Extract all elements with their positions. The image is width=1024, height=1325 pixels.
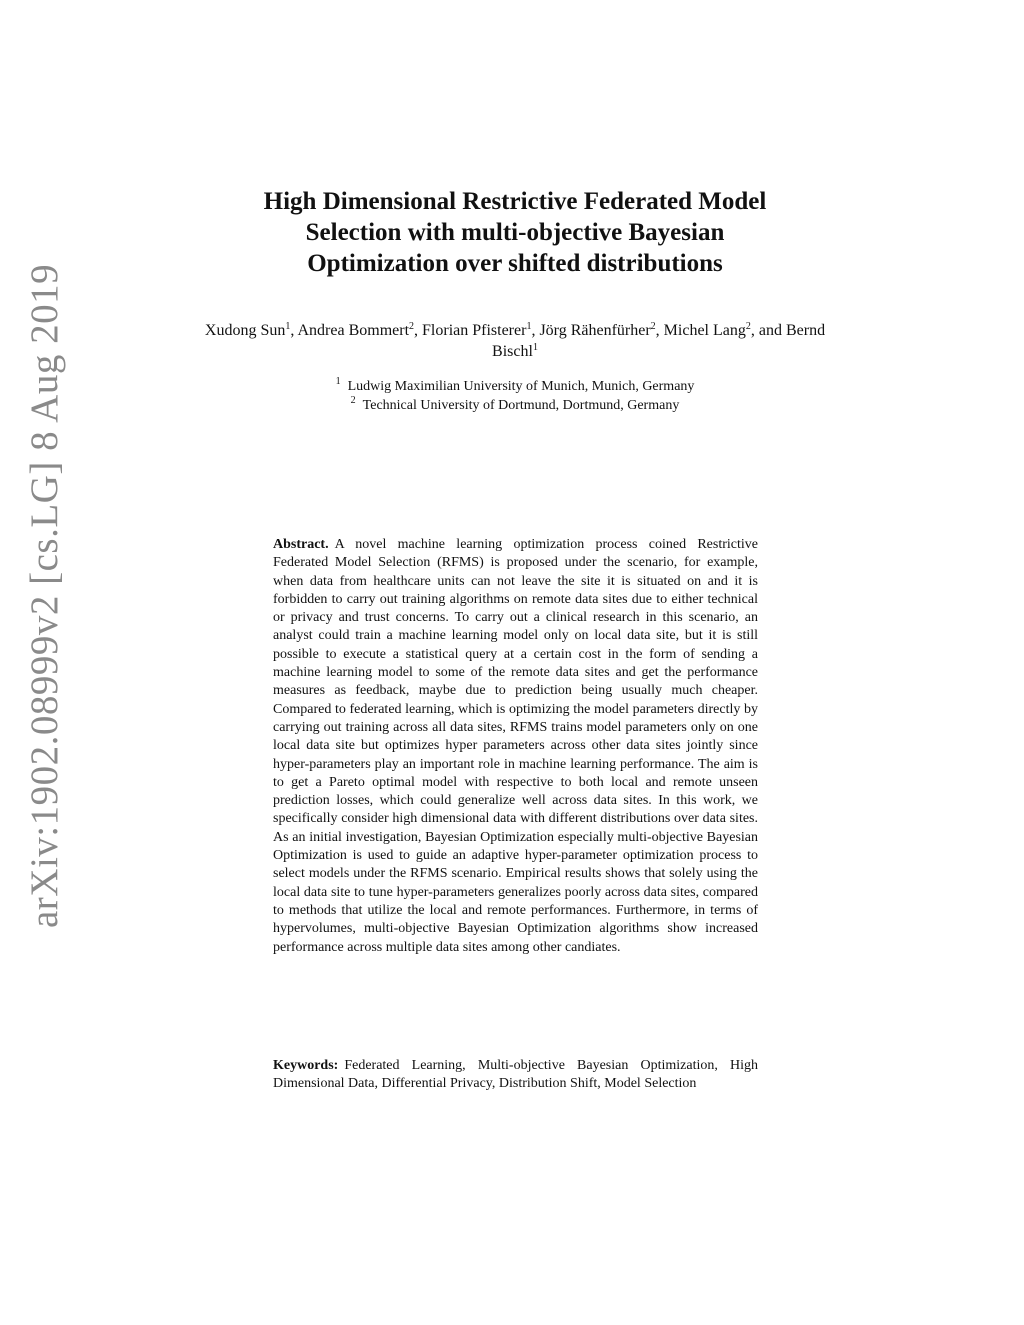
author-separator: ,: [414, 322, 423, 339]
author-name: Bernd Bischl: [492, 322, 826, 360]
affiliation-marker: 2: [350, 395, 356, 406]
author-affil-marker: 2: [745, 321, 751, 332]
author-name: Andrea Bommert: [297, 322, 410, 339]
author-name: Florian Pfisterer: [422, 322, 527, 339]
title-line: Optimization over shifted distributions: [307, 250, 723, 277]
author-separator: , and: [750, 322, 786, 339]
author-affil-marker: 2: [409, 321, 415, 332]
abstract-text: A novel machine learning optimization process coined Restrictive Federated Model Selection (RFMS) is proposed under the scenario, for example, when data from healthcare units can not leave the site it is situated on and it is forbidden to carry out training algorithms on remote data sites due to either technical or privacy and trust concerns. To carry out a clinical research in this scenario, an analyst could train a machine learning model only on local data site, but it is still possible to execute a statistical query at a certain cost in the form of sending a machine learning model to some of the remote data sites and get the performance measures as feedback, maybe due to prediction being usually much cheaper. Compared to federated learning, which is optimizing the model parameters directly by carrying out training across all data sites, RFMS trains model parameters only on one local data site but optimizes hyper parameters across other data sites jointly since hyper-parameters play an important role in machine learning performance. The aim is to get a Pareto optimal model with respective to both local and remote unseen prediction losses, which could generalize well across data sites. In this work, we specifically consider high dimensional data with different distributions over data sites. As an initial investigation, Bayesian Optimization especially multi-objective Bayesian Optimization is used to guide an adaptive hyper-parameter optimization process to select models under the RFMS scenario. Empirical results shows that solely using the local data site to tune hyper-parameters generalizes poorly across data sites, compared to methods that utilize the local and remote performances. Furthermore, in terms of hypervolumes, multi-objective Bayesian Optimization algorithms show increased performance across multiple data sites among other candiates.: [273, 537, 758, 955]
author-separator: ,: [531, 322, 540, 339]
abstract-label: Abstract.: [273, 537, 329, 552]
author-separator: ,: [655, 322, 664, 339]
author-separator: ,: [290, 322, 298, 339]
affiliation-marker: 1: [335, 376, 341, 387]
author-affil-marker: 2: [650, 321, 656, 332]
title-line: High Dimensional Restrictive Federated Model: [263, 188, 767, 215]
affiliation: [200, 377, 830, 396]
keywords-label: Keywords:: [273, 1058, 339, 1073]
affiliation-text: Technical University of Dortmund, Dortmund, Germany: [362, 398, 680, 413]
author-affil-marker: 1: [532, 342, 538, 353]
paper-title: [200, 186, 830, 279]
author-list: [200, 320, 830, 362]
author-name: Xudong Sun: [204, 322, 286, 339]
author-name: Jörg Rähenfürher: [539, 322, 651, 339]
keywords: [273, 1057, 758, 1094]
author-name: Michel Lang: [663, 322, 746, 339]
title-line: Selection with multi-objective Bayesian: [305, 219, 725, 246]
author-affil-marker: 1: [526, 321, 532, 332]
abstract: [273, 536, 758, 957]
author-affil-marker: 1: [285, 321, 291, 332]
affiliation-list: [200, 377, 830, 415]
keywords-text: Federated Learning, Multi-objective Bayesian Optimization, High Dimensional Data, Differential Privacy, Distribution Shift, Model Selection: [273, 1058, 758, 1092]
affiliation-text: Ludwig Maximilian University of Munich, Munich, Germany: [347, 379, 695, 394]
arxiv-identifier-stamp: arXiv:1902.08999v2 [cs.LG] 8 Aug 2019: [23, 263, 66, 928]
affiliation: [200, 396, 830, 415]
